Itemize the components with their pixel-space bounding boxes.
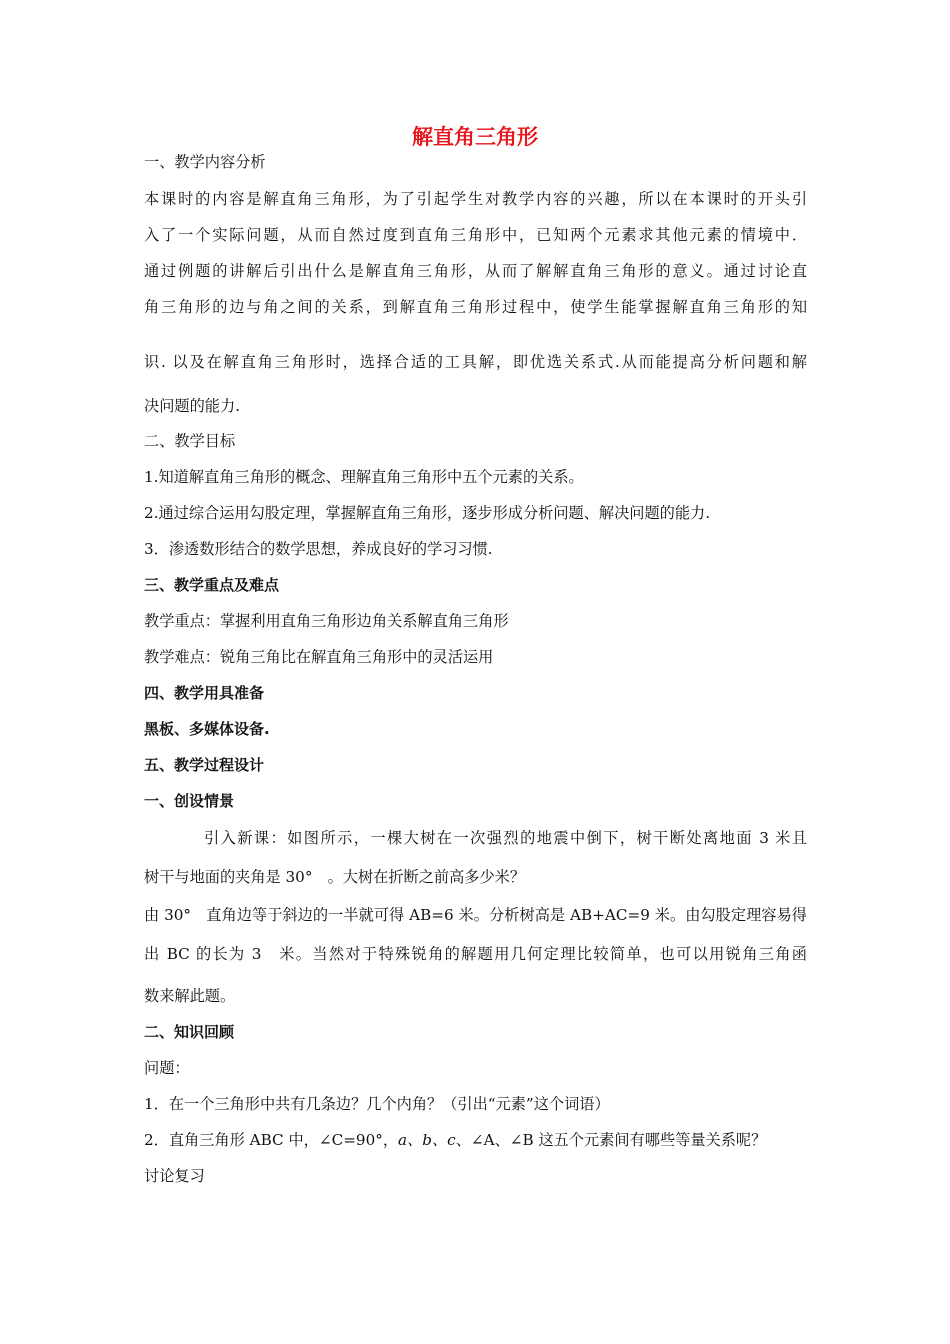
- paragraph-line: 角三角形的边与角之间的关系，到解直角三角形过程中，使学生能掌握解直角三角形的知: [144, 298, 807, 316]
- key-point: 教学重点：掌握利用直角三角形边角关系解直角三角形: [144, 612, 509, 630]
- section-heading-objectives: 二、教学目标: [144, 432, 236, 450]
- question-text: 、∠A、∠B 这五个元素间有哪些等量关系呢？: [455, 1131, 767, 1149]
- section-heading-content-analysis: 一、教学内容分析: [144, 153, 266, 171]
- objective-item: 2.通过综合运用勾股定理，掌握解直角三角形，逐步形成分析问题、解决问题的能力.: [144, 504, 711, 522]
- discussion-text: 讨论复习: [144, 1167, 205, 1185]
- paragraph-line: 数来解此题。: [144, 987, 236, 1005]
- paragraph-line: 引入新课：如图所示，一棵大树在一次强烈的地震中倒下，树干断处离地面 3 米且: [204, 829, 807, 847]
- question-text: 2．直角三角形 ABC 中，∠C=90°，: [144, 1131, 399, 1149]
- paragraph-line: 通过例题的讲解后引出什么是解直角三角形，从而了解解直角三角形的意义。通过讨论直: [144, 262, 807, 280]
- paragraph-line: 入了一个实际问题，从而自然过度到直角三角形中，已知两个元素求其他元素的情境中．: [144, 226, 807, 244]
- paragraph-line: 树干与地面的夹角是 30° 。大树在折断之前高多少米？: [144, 868, 526, 886]
- tools-text: 黑板、多媒体设备.: [144, 720, 270, 738]
- objective-item: 3．渗透数形结合的数学思想，养成良好的学习习惯.: [144, 540, 493, 558]
- variable-names: a、b、c: [398, 1131, 456, 1149]
- question-item: 1．在一个三角形中共有几条边？几个内角？（引出“元素”这个词语）: [144, 1095, 610, 1113]
- objective-item: 1.知道解直角三角形的概念、理解直角三角形中五个元素的关系。: [144, 468, 584, 486]
- paragraph-line: 识. 以及在解直角三角形时，选择合适的工具解，即优选关系式.从而能提高分析问题和解: [144, 353, 807, 371]
- page-title: 解直角三角形: [412, 125, 538, 149]
- question-label: 问题：: [144, 1059, 190, 1077]
- paragraph-line: 出 BC 的长为 3 米。当然对于特殊锐角的解题用几何定理比较简单，也可以用锐角三角函: [144, 945, 807, 963]
- paragraph-line: 决问题的能力.: [144, 397, 240, 415]
- paragraph-line: 本课时的内容是解直角三角形，为了引起学生对教学内容的兴趣，所以在本课时的开头引: [144, 190, 807, 208]
- question-item: [144, 1129, 766, 1151]
- section-heading-key-points: 三、教学重点及难点: [144, 576, 280, 594]
- subsection-heading-scenario: 一、创设情景: [144, 792, 235, 810]
- section-heading-process: 五、教学过程设计: [144, 756, 265, 774]
- subsection-heading-review: 二、知识回顾: [144, 1023, 235, 1041]
- paragraph-line: 由 30° 直角边等于斜边的一半就可得 AB=6 米。分析树高是 AB+AC=9 米。由勾股定理容易得: [144, 906, 807, 924]
- section-heading-tools: 四、教学用具准备: [144, 684, 265, 702]
- difficult-point: 教学难点：锐角三角比在解直角三角形中的灵活运用: [144, 648, 494, 666]
